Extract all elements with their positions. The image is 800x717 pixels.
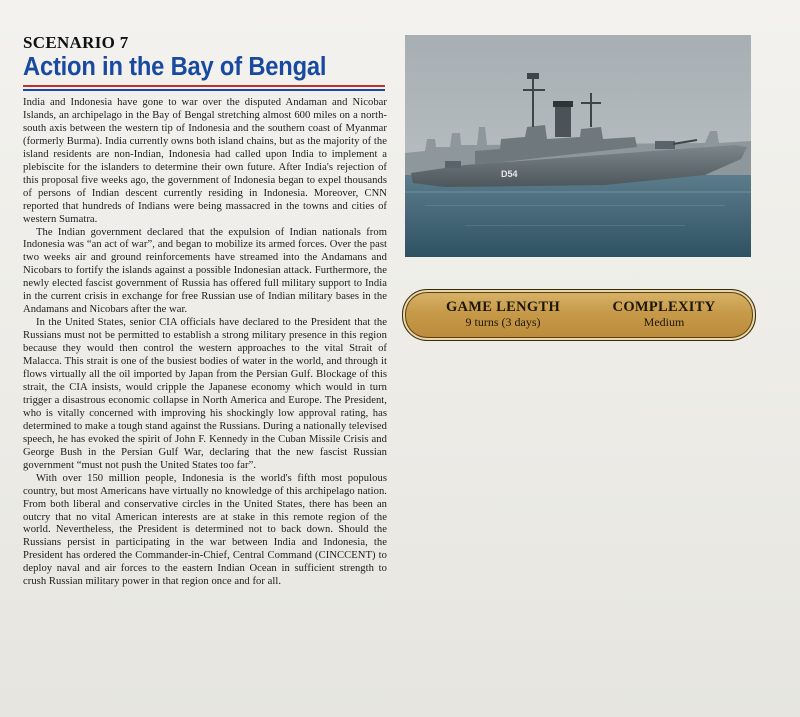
hull-number: D54 — [501, 169, 518, 179]
body-paragraph: India and Indonesia have gone to war over the disputed Andaman and Nicobar Islands, an archipelago in the Bay of Bengal stretching almost 600 miles on a north-south axis between the western tip of Indonesia and the southern coast of Myanmar (formerly Burma). India currently owns both island chains, but as the majority of the island residents are non-Indian, Indonesia had called upon India to implement a plebiscite for the islanders to determine their own future. After India's rejection of this proposal five weeks ago, the government of Indonesia began to expel thousands of persons of Indian descent currently residing in Indonesia. Moreover, CNN reported that hundreds of Indians were being massacred in the towns and cities of western Sumatra. — [23, 97, 387, 225]
body-paragraph: In the United States, senior CIA officials have declared to the President that the Russians must not be permitted to establish a strong military presence in this region because they would then control the western approaches to the vital Strait of Malacca. This strait is one of the busiest bodies of water in the world, and through it flows virtually all the oil imported by Japan from the Persian Gulf. Blockage of this strait, the CIA insists, would cripple the Japanese economy which would in turn trigger a disastrous economic collapse in North America and Europe. The President, who is vitally concerned with improving his shockingly low approval rating, has determined to make a tough stand against the Russians. During a nationally televised speech, he has evoked the spirit of John F. Kennedy in the Cuban Missile Crisis and George Bush in the Persian Gulf War, declaring that the new fascist Russian government “must not push the United States too far”. — [23, 317, 388, 471]
warship-illustration — [405, 35, 751, 257]
scenario-text-column — [23, 34, 387, 589]
body-paragraph: With over 150 million people, Indonesia is the world's fifth most populous country, but most Americans have virtually no knowledge of this archipelago nation. From both liberal and conservative circles in the United States, there has been an outcry that no vital American interests are at stake in this remote region of the world. Nevertheless, the President is determined not to back down. Should the Russians persist in participating in the war between India and Indonesia, the President has ordered the Commander-in-Chief, Central Command (CINCCENT) to deploy naval and air forces to the eastern Indian Ocean in sufficient strength to crush Russian military power in that region once and for all. — [23, 472, 387, 588]
game-length-value: 9 turns (3 days) — [465, 315, 541, 329]
title-rule-red — [23, 85, 385, 87]
warship-photo — [405, 35, 751, 257]
game-info-box — [402, 289, 756, 341]
game-length-label: GAME LENGTH — [445, 299, 561, 315]
complexity-label: COMPLEXITY — [612, 299, 716, 315]
scenario-title: Action in the Bay of Bengal — [23, 53, 327, 81]
scenario-label: SCENARIO 7 — [23, 33, 129, 52]
complexity — [599, 299, 729, 330]
ship-funnel — [555, 105, 571, 137]
title-rule-blue — [23, 89, 385, 91]
game-length — [443, 299, 563, 330]
water — [405, 175, 751, 257]
body-paragraph: The Indian government declared that the expulsion of Indian nationals from Indonesia was “an act of war”, and began to mobilize its armed forces. Over the past two weeks air and ground reinforcements have streamed into the Andamans and Nicobars to fortify the islands against a possible Indonesian attack. Furthermore, the newly elected fascist government of Russia has offered full military support to India in the current crisis in exchange for free Russian use of Indian military bases in the Andamans and Nicobars after the war. — [23, 226, 387, 316]
scenario-body — [23, 97, 387, 589]
complexity-value: Medium — [643, 315, 685, 329]
